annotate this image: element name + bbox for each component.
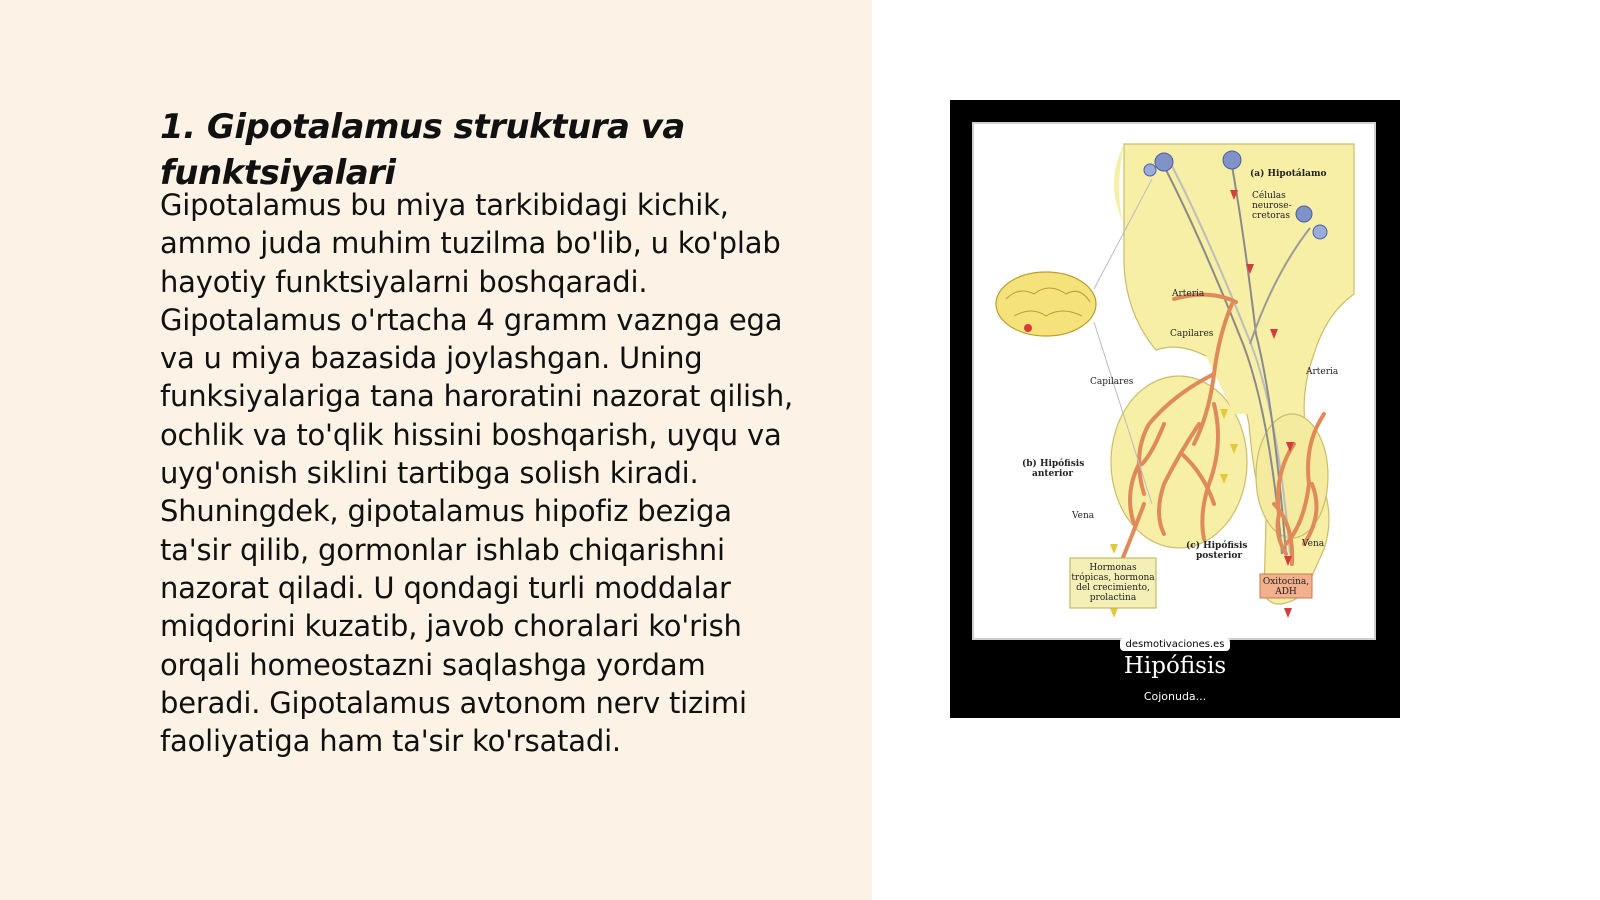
label-hormonas: del crecimiento,: [1076, 583, 1150, 593]
neuron-icon: [1155, 153, 1173, 171]
label-vena: Vena: [1302, 539, 1325, 549]
label-celulas: Células: [1252, 191, 1286, 201]
label-vena: Vena: [1072, 511, 1095, 521]
pituitary-diagram: [974, 124, 1374, 638]
poster-subtitle: Cojonuda...: [1143, 690, 1207, 703]
label-celulas: cretoras: [1252, 211, 1290, 221]
label-oxitocina: Oxitocina,: [1262, 577, 1310, 587]
paragraph-line: beradi. Gipotalamus avtonom nerv tizimi: [160, 685, 747, 720]
label-anterior: anterior: [1032, 469, 1074, 479]
label-hipotalamo: (a) Hipotálamo: [1250, 169, 1327, 179]
label-hormonas: trópicas, hormona: [1071, 573, 1155, 583]
paragraph-line: ammo juda muhim tuzilma bo'lib, u ko'plab: [160, 226, 781, 261]
label-celulas: neurose-: [1252, 201, 1292, 211]
label-capilares: Capilares: [1090, 377, 1134, 387]
label-posterior: posterior: [1196, 551, 1243, 561]
paragraph-line: Shuningdek, gipotalamus hipofiz beziga: [160, 494, 732, 529]
poster-source-badge: [950, 632, 1400, 651]
paragraph-line: ta'sir qilib, gormonlar ishlab chiqarishni: [160, 532, 725, 567]
neuron-icon: [1313, 225, 1327, 239]
paragraph-line: va u miya bazasida joylashgan. Uning: [160, 341, 703, 376]
label-arteria: Arteria: [1306, 367, 1339, 377]
paragraph-line: faoliyatiga ham ta'sir ko'rsatadi.: [160, 724, 621, 759]
label-capilares: Capilares: [1170, 329, 1214, 339]
poster-title: Hipófisis: [1123, 653, 1227, 679]
paragraph-line: Gipotalamus o'rtacha 4 gramm vaznga ega: [160, 302, 783, 337]
paragraph-line: nazorat qiladi. U qondagi turli moddalar: [160, 570, 731, 605]
poster-source: desmotivaciones.es: [1120, 638, 1231, 651]
neuron-icon: [1296, 206, 1312, 222]
slide-paragraph: [160, 186, 840, 760]
label-hormonas: Hormonas: [1089, 563, 1137, 573]
label-posterior: (c) Hipófisis: [1186, 541, 1248, 551]
label-anterior: (b) Hipófisis: [1022, 459, 1085, 469]
paragraph-line: miqdorini kuzatib, javob choralari ko'rish: [160, 609, 742, 644]
paragraph-line: ochlik va to'qlik hissini boshqarish, uyqu va: [160, 417, 782, 452]
label-oxitocina: ADH: [1275, 587, 1297, 597]
poster-diagram-frame: [972, 122, 1376, 640]
neuron-icon: [1223, 151, 1241, 169]
slide-title: 1. Gipotalamus struktura va funktsiyalari: [160, 107, 685, 193]
hipofisis-poster-image: [950, 100, 1400, 718]
neuron-icon: [1144, 164, 1156, 176]
label-arteria: Arteria: [1172, 289, 1205, 299]
hypothalamus-edge: [1114, 144, 1124, 224]
paragraph-line: funksiyalariga tana haroratini nazorat qilish,: [160, 379, 794, 414]
paragraph-line: hayotiy funktsiyalarni boshqaradi.: [160, 264, 648, 299]
paragraph-line: Gipotalamus bu miya tarkibidagi kichik,: [160, 188, 729, 222]
paragraph-line: uyg'onish siklini tartibga solish kiradi.: [160, 456, 699, 491]
brain-icon: [996, 272, 1096, 336]
paragraph-line: orqali homeostazni saqlashga yordam: [160, 647, 706, 682]
label-hormonas: prolactina: [1089, 593, 1137, 603]
